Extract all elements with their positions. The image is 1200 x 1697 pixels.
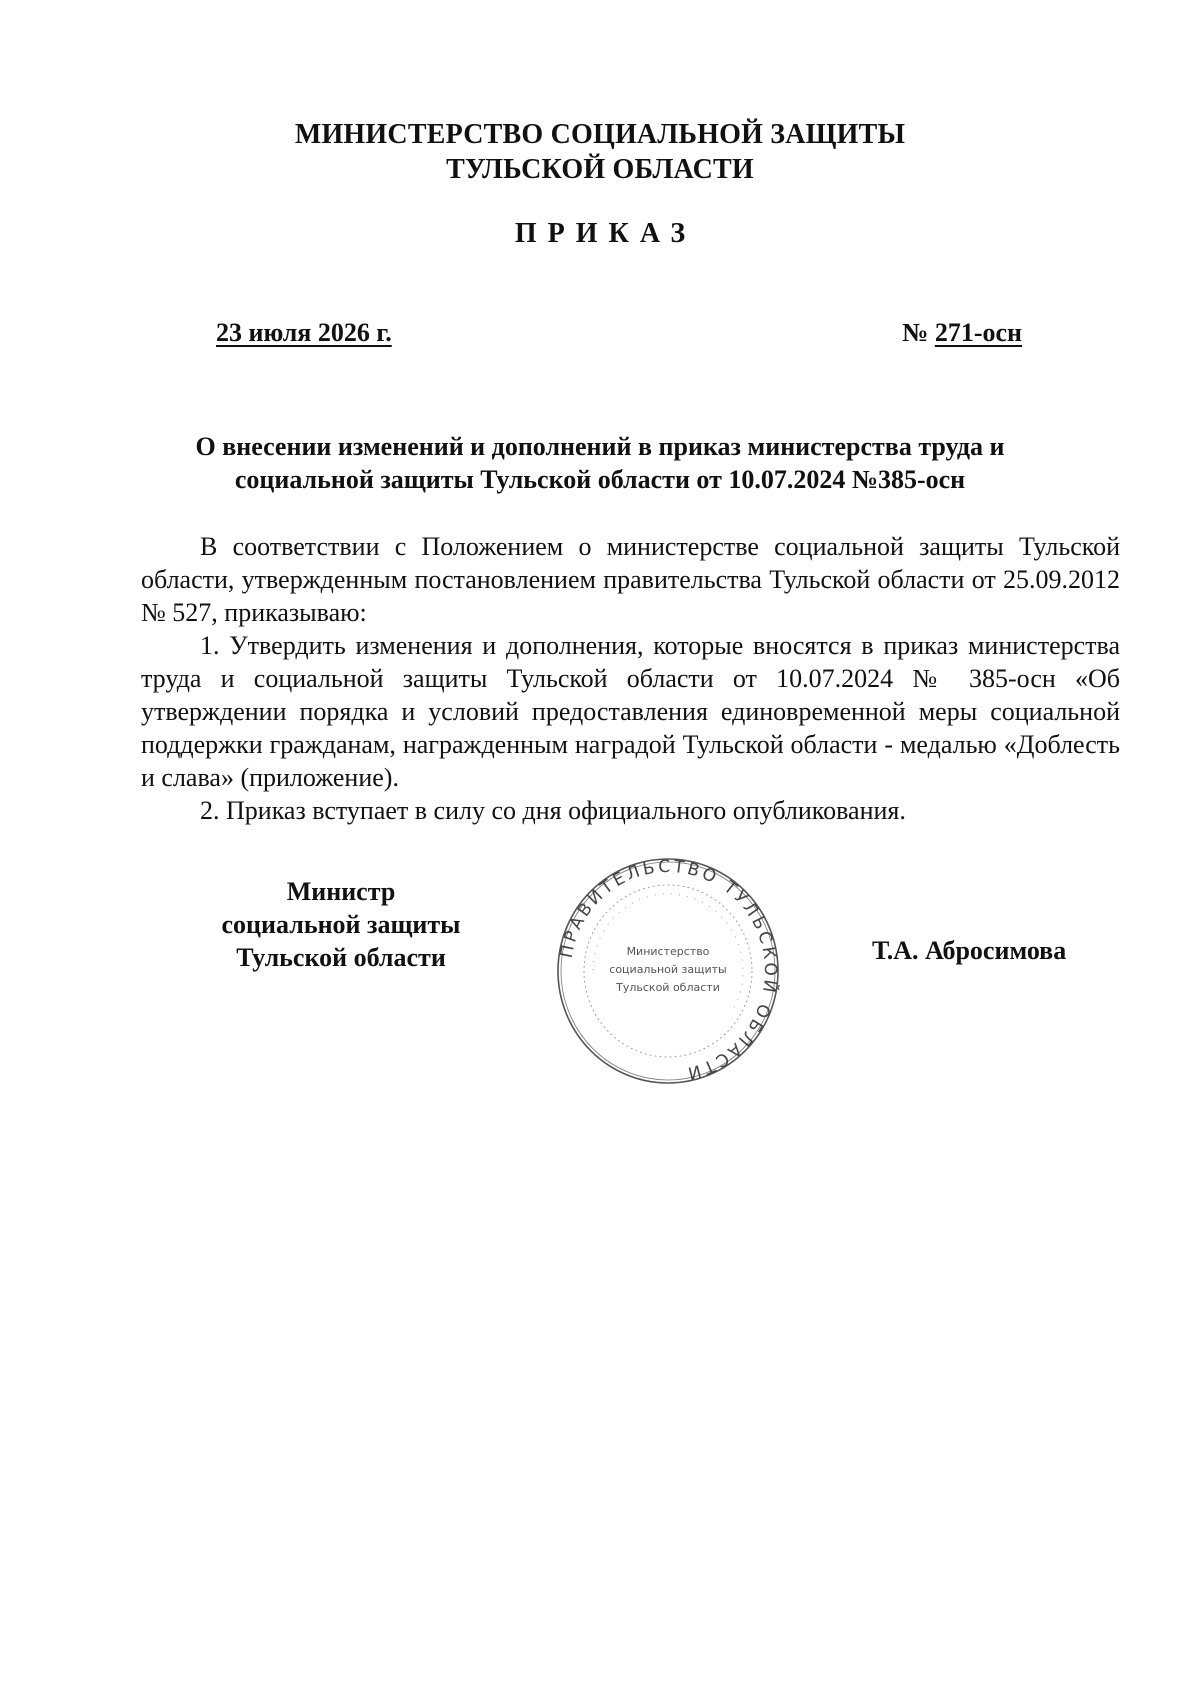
order-body [141,530,1120,827]
stamp-outer-text: ПРАВИТЕЛЬСТВО ТУЛЬСКОЙ ОБЛАСТИ [556,856,781,1084]
ministry-header [0,117,1200,187]
order-number-value: 271-осн [934,318,1022,347]
signatory-title-line1: Министр [286,877,396,906]
order-subject [140,430,1060,496]
order-subject-line2: социальной защиты Тульской области от 10.07.2024 №385-осн [234,465,966,494]
signatory-title [196,875,486,974]
order-number-prefix: № [902,318,935,347]
stamp-center-line3: Тульской области [616,981,720,994]
order-date: 23 июля 2026 г. [216,318,392,347]
signatory-name: Т.А. Абросимова [872,936,1067,965]
stamp-center-line1: Министерство [626,945,710,958]
order-subject-line1: О внесении изменений и дополнений в приказ министерства труда и [195,432,1005,461]
ministry-name-line2: ТУЛЬСКОЙ ОБЛАСТИ [446,154,754,185]
stamp-center-line2: социальной защиты [609,963,727,976]
order-item-1: 1. Утвердить изменения и дополнения, которые вносятся в приказ министерства труда и социальной защиты Тульской области от 10.07.2024 № 385-осн «Об утверждении порядка и условий предоставления единовременной меры социальной поддержки гражданам, награжденным наградой Тульской области - медалью «Доблесть и слава» (приложение). [141,631,1120,792]
official-stamp [555,856,781,1086]
order-number [902,318,1022,348]
order-preamble: В соответствии с Положением о министерстве социальной защиты Тульской области, утвержденным постановлением правительства Тульской области от 25.09.2012 № 527, приказываю: [141,532,1120,627]
ministry-name-line1: МИНИСТЕРСТВО СОЦИАЛЬНОЙ ЗАЩИТЫ [294,119,906,150]
stamp-inner-ring-text: · · · · · · · · · · · · · · · · · · · · · · · · · · · · · · · · · · · [588,889,748,1012]
signatory-title-line2: социальной защиты [221,910,461,939]
order-item-2: 2. Приказ вступает в силу со дня официального опубликования. [200,796,906,825]
signatory-title-line3: Тульской области [236,943,446,972]
document-type-title: ПРИКАЗ [514,218,697,249]
